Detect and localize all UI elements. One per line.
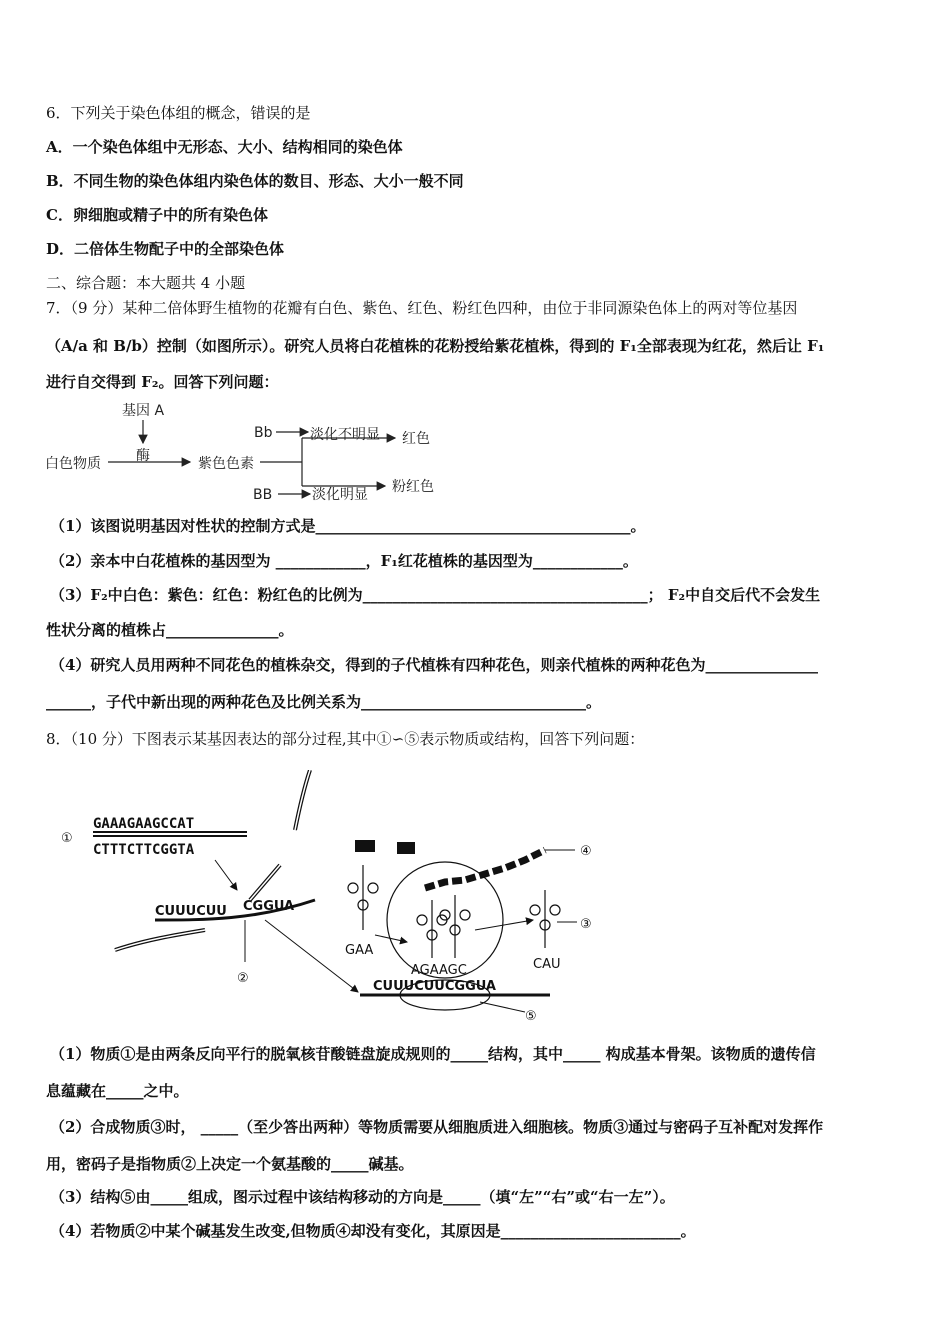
q7-sub2: （2）亲本中白花植株的基因型为 ____________，F₁红花植株的基因型为____________。 xyxy=(50,552,638,570)
q7-line1: 7．（9 分）某种二倍体野生植物的花瓣有白色、紫色、红色、粉红色四种，由位于非同源染色体上的两对等位基因 xyxy=(46,299,798,317)
q7-sub4b: ______，子代中新出现的两种花色及比例关系为______________________________。 xyxy=(46,693,602,711)
bb-het-label: Bb xyxy=(254,425,273,441)
label-4: ④ xyxy=(580,844,592,859)
q6-option-b: B．不同生物的染色体组内染色体的数目、形态、大小一般不同 xyxy=(46,172,464,190)
q7-sub3a: （3）F₂中白色：紫色：红色：粉红色的比例为______________________________________； F₂中自交后代不会发生 xyxy=(50,586,821,604)
mrna-right-seq: CUUUCUUCGGUA xyxy=(373,979,496,994)
anticodon-agaagc: AGAAGC xyxy=(411,963,467,978)
enzyme-label: 酶 xyxy=(136,448,150,464)
purple-pigment-label: 紫色色素 xyxy=(198,456,254,472)
dna-bottom-strand: CTTTCTTCGGTA xyxy=(93,842,195,858)
q8-sub1a: （1）物质①是由两条反向平行的脱氧核苷酸链盘旋成规则的_____结构，其中_____ 构成基本骨架。该物质的遗传信 xyxy=(50,1045,816,1063)
weak-fade-label: 淡化不明显 xyxy=(310,427,380,443)
mrna-left-seq2: CGGUA xyxy=(243,899,295,914)
q6-stem: 6．下列关于染色体组的概念，错误的是 xyxy=(46,104,311,122)
label-1: ① xyxy=(61,831,73,846)
mrna-left-seq: CUUUCUU xyxy=(155,904,227,919)
section-heading: 二、综合题：本大题共 4 小题 xyxy=(46,274,246,292)
red-label: 红色 xyxy=(402,431,430,447)
q8-sub2b: 用，密码子是指物质②上决定一个氨基酸的_____碱基。 xyxy=(46,1155,414,1173)
gene-a-label: 基因 A xyxy=(122,403,165,419)
q7-sub4a: （4）研究人员用两种不同花色的植株杂交，得到的子代植株有四种花色，则亲代植株的两种花色为_______________ xyxy=(50,656,818,674)
q7-line3: 进行自交得到 F₂。回答下列问题： xyxy=(46,373,279,391)
q7-sub3b: 性状分离的植株占_______________。 xyxy=(46,621,294,639)
q6-option-c: C．卵细胞或精子中的所有染色体 xyxy=(46,206,268,224)
q8-stem: 8．（10 分）下图表示某基因表达的部分过程,其中①∽⑤表示物质或结构，回答下列问题： xyxy=(46,730,645,748)
q8-sub4: （4）若物质②中某个碱基发生改变,但物质④却没有变化，其原因是________________________。 xyxy=(50,1222,696,1240)
label-3: ③ xyxy=(580,917,592,932)
q8-sub3: （3）结构⑤由_____组成，图示过程中该结构移动的方向是_____（填“左”“右”或“右一左”）。 xyxy=(50,1188,675,1206)
gene-expression-diagram xyxy=(55,770,615,1030)
anticodon-cau: CAU xyxy=(533,957,561,972)
white-substance-label: 白色物质 xyxy=(45,456,101,472)
pink-label: 粉红色 xyxy=(392,479,434,495)
label-5: ⑤ xyxy=(525,1009,537,1024)
q8-sub1b: 息蕴藏在_____之中。 xyxy=(46,1082,189,1100)
anticodon-gaa: GAA xyxy=(345,943,374,958)
q7-line2: （A/a 和 B/b）控制（如图所示）。研究人员将白花植株的花粉授给紫花植株，得到的 F₁全部表现为红花，然后让 F₁ xyxy=(46,337,825,355)
q6-option-a: A．一个染色体组中无形态、大小、结构相同的染色体 xyxy=(46,138,403,156)
q6-option-d: D．二倍体生物配子中的全部染色体 xyxy=(46,240,285,258)
bb-hom-label: BB xyxy=(253,487,273,503)
q7-sub1: （1）该图说明基因对性状的控制方式是__________________________________________。 xyxy=(50,517,646,535)
label-2: ② xyxy=(237,971,249,986)
strong-fade-label: 淡化明显 xyxy=(312,487,368,503)
dna-top-strand: GAAAGAAGCCAT xyxy=(93,816,195,832)
pigment-pathway-diagram xyxy=(40,398,460,508)
q8-sub2a: （2）合成物质③时， _____（至少答出两种）等物质需要从细胞质进入细胞核。物质③通过与密码子互补配对发挥作 xyxy=(50,1118,824,1136)
